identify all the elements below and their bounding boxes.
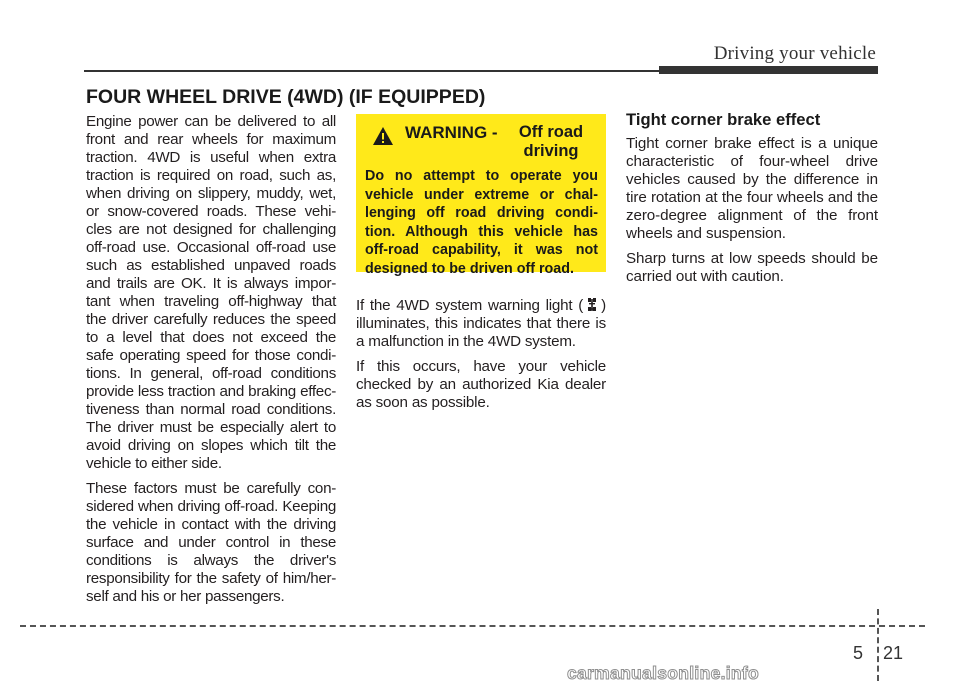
watermark: carmanualsonline.info bbox=[567, 663, 760, 683]
warning-header bbox=[365, 123, 598, 167]
paragraph-see-dealer: If this occurs, have your vehicle checked by an authorized Kia dealer as soon as possible. bbox=[356, 358, 606, 411]
paragraph-tight-corner-caution: Sharp turns at low speeds should be carried out with caution. bbox=[626, 250, 878, 285]
column-left bbox=[86, 113, 336, 613]
page-number: 21 bbox=[883, 643, 904, 663]
column-middle bbox=[356, 296, 606, 419]
warning-body: Do no attempt to operate you vehicle under extreme or chal-lenging off road driving condi-tion. Although this vehicle has off-road capability, it was not designed to be driven off road. bbox=[365, 168, 598, 277]
warning-box bbox=[356, 114, 606, 277]
paragraph-text-before-icon: If the 4WD system warning light ( bbox=[356, 297, 584, 314]
column-right bbox=[626, 135, 878, 293]
warning-subtitle: Off road driving bbox=[518, 123, 584, 160]
subheading-tight-corner: Tight corner brake effect bbox=[626, 110, 821, 129]
paragraph-4wd-warning-light bbox=[356, 296, 606, 351]
footer-page-divider bbox=[877, 609, 879, 681]
header-rule-thin bbox=[84, 70, 659, 72]
section-title: FOUR WHEEL DRIVE (4WD) (IF EQUIPPED) bbox=[86, 86, 486, 108]
footer-dashed-rule bbox=[20, 625, 925, 627]
chapter-header-title: Driving your vehicle bbox=[713, 43, 876, 64]
paragraph-4wd-intro: Engine power can be delivered to all front and rear wheels for maximum traction. 4WD is useful when extra traction is required on road, such as, when driving on slippery, muddy, wet, or snow-covered roads. These vehi-cles are not designed for challenging off-road use. Occasional off-road use such as established unpaved roads and trails are OK. It is always impor-tant when traveling off-highway that the driver carefully reduces the speed to a level that does not exceed the safe operating speed for those condi-tions. In general, off-road conditions provide less traction and braking effec-tiveness than normal road conditions. The driver must be especially alert to avoid driving on slopes which tilt the vehicle to either side. bbox=[86, 113, 336, 472]
chapter-number: 5 bbox=[853, 643, 864, 663]
paragraph-text-after-icon: ) illuminates, this indicates that there is a malfunction in the 4WD system. bbox=[356, 297, 606, 350]
paragraph-tight-corner-definition: Tight corner brake effect is a unique characteristic of four-wheel drive vehicles caused by the difference in tire rotation at the four wheels and the zero-degree alignment of the front wheels and suspension. bbox=[626, 135, 878, 242]
warning-triangle-icon bbox=[372, 126, 394, 146]
warning-label: WARNING - bbox=[405, 123, 498, 142]
header-rule-thick bbox=[659, 66, 878, 74]
4wd-warning-light-icon bbox=[584, 296, 600, 314]
paragraph-offroad-factors: These factors must be carefully con-sidered when driving off-road. Keeping the vehicle in contact with the driving surface and under control in these conditions is always the driver's responsibility for the safety of him/her-self and his or her passengers. bbox=[86, 480, 336, 605]
